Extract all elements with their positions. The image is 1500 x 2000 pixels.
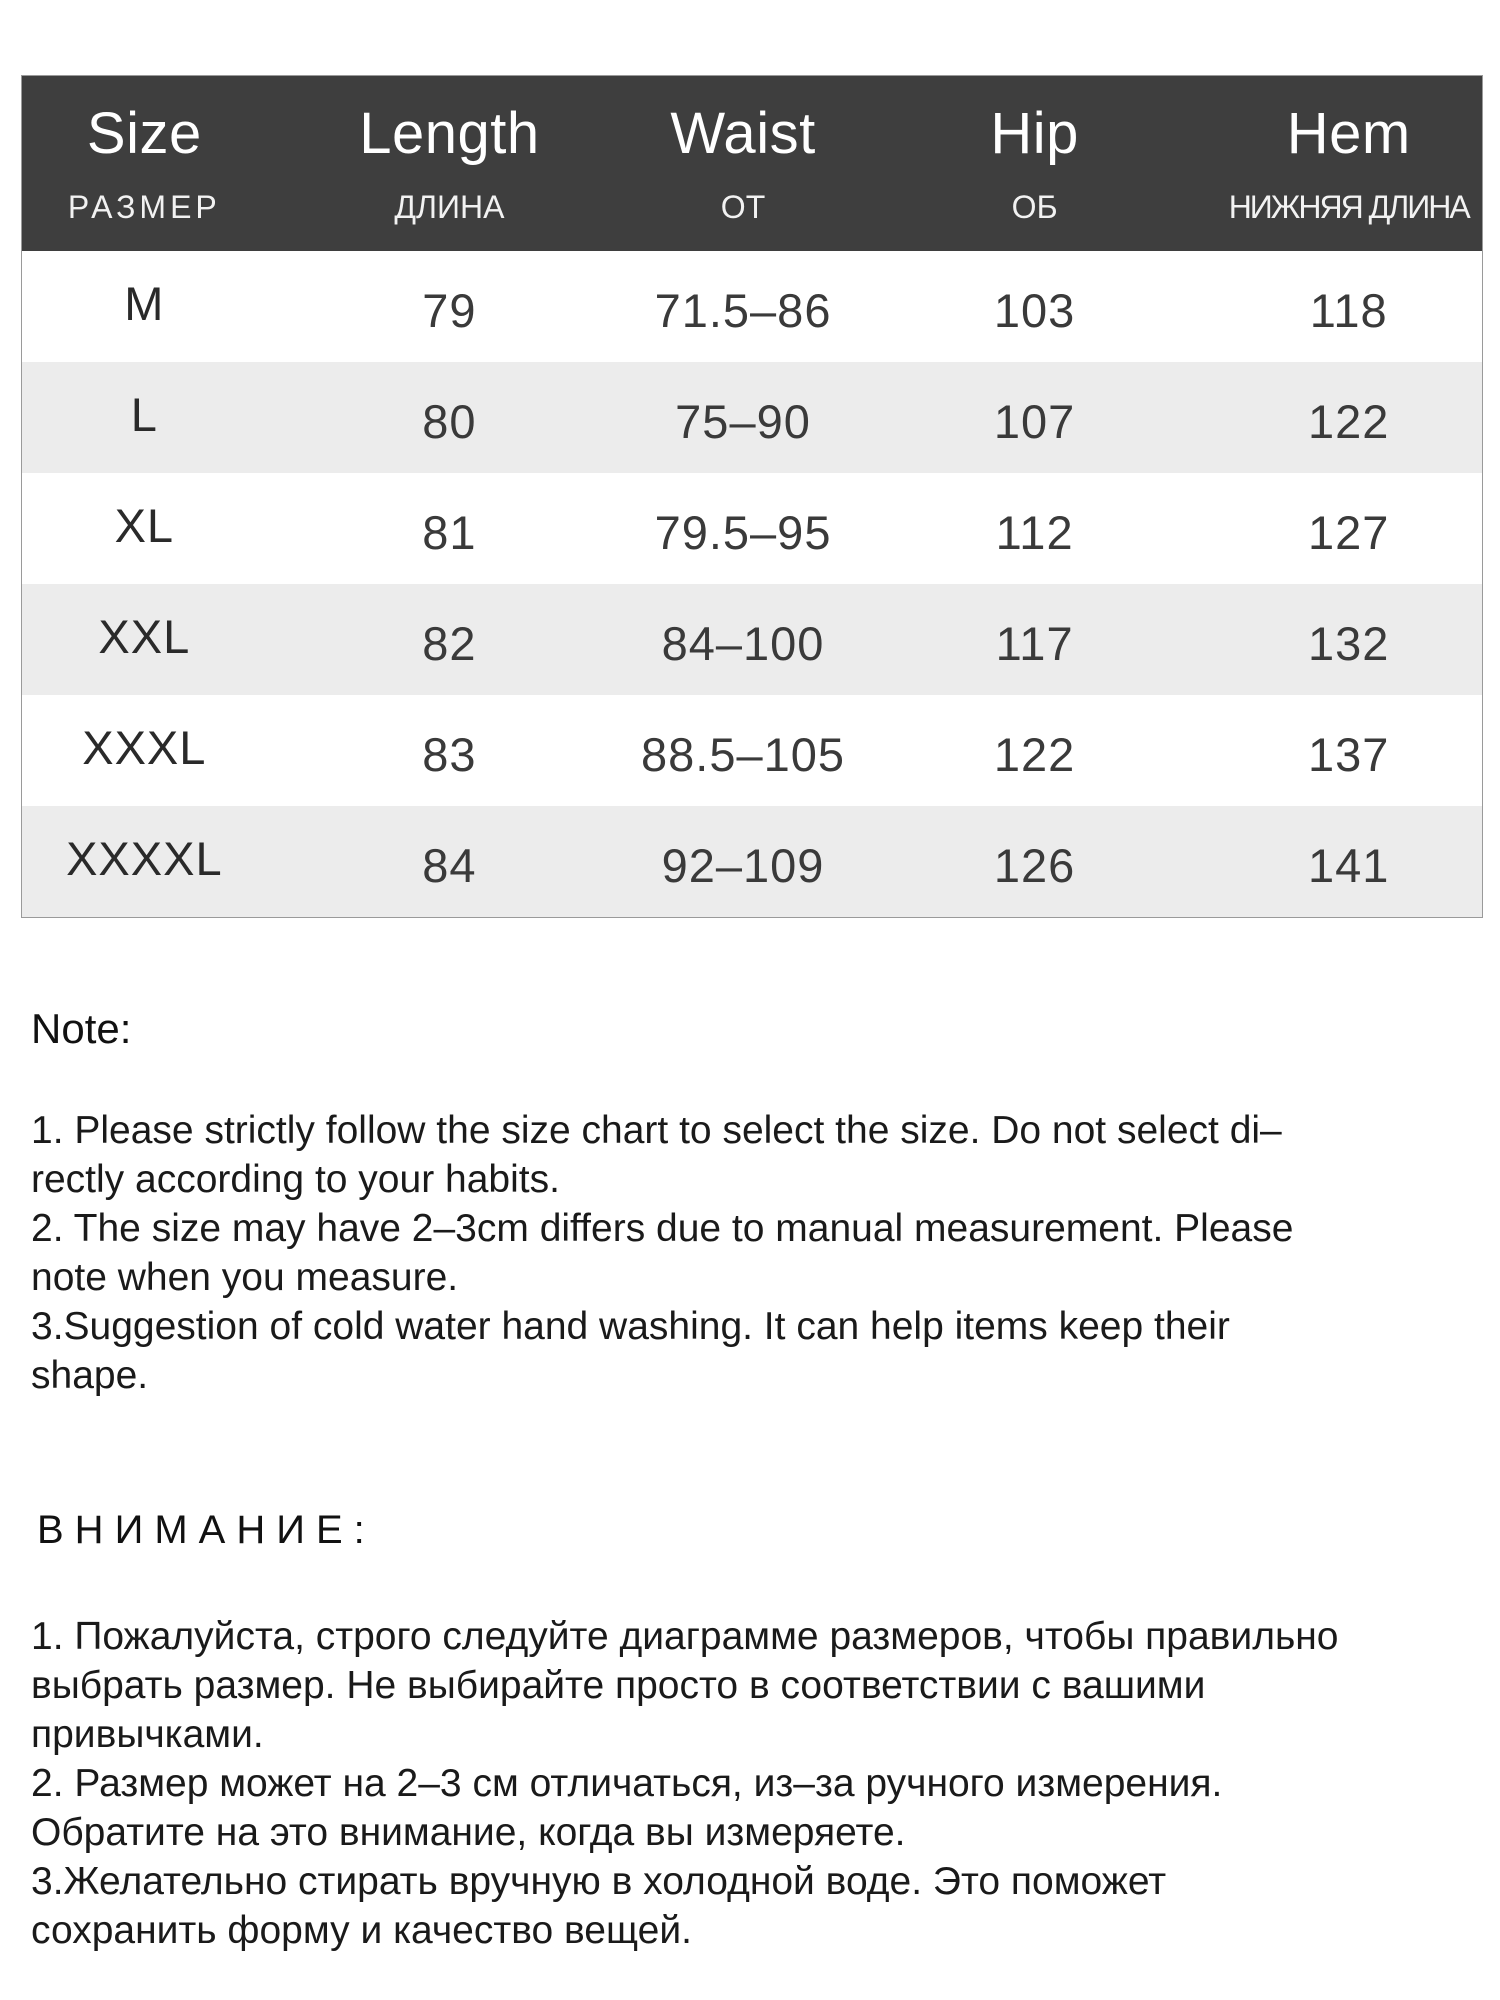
note-title-en: Note:	[31, 1005, 132, 1052]
note-line: 3.Желательно стирать вручную в холодной воде. Это поможет	[31, 1860, 1167, 1903]
header-length	[267, 76, 633, 251]
table-header	[22, 76, 1482, 251]
note-title-ru: ВНИМАНИЕ:	[37, 1508, 376, 1552]
header-waist-sublabel: ОТ	[720, 188, 766, 225]
header-hip-label: Hip	[990, 100, 1079, 166]
waist-cell: 92–109	[661, 839, 825, 892]
header-waist-label: Waist	[670, 100, 816, 166]
table-row	[22, 473, 1482, 584]
header-hip-sublabel: ОБ	[1011, 188, 1058, 225]
length-cell: 80	[422, 395, 477, 448]
length-cell: 82	[422, 617, 477, 670]
size-cell: L	[130, 388, 158, 441]
note-line: 2. Размер может на 2–3 см отличаться, из–за ручного измерения.	[31, 1762, 1223, 1805]
length-cell: 79	[422, 284, 477, 337]
table-row	[22, 251, 1482, 362]
header-size-label: Size	[86, 100, 202, 166]
table-row	[22, 806, 1482, 917]
note-line: rectly according to your habits.	[31, 1158, 560, 1201]
hip-cell: 103	[993, 284, 1076, 337]
length-cell: 83	[422, 728, 477, 781]
hem-cell: 127	[1307, 506, 1390, 559]
header-waist	[632, 76, 854, 251]
hem-cell: 141	[1307, 839, 1390, 892]
table-row	[22, 695, 1482, 806]
notes-section	[31, 1005, 1471, 1955]
note-line: note when you measure.	[31, 1256, 459, 1299]
note-line: выбрать размер. Не выбирайте просто в соответствии с вашими	[31, 1664, 1206, 1707]
table-row	[22, 584, 1482, 695]
hem-cell: 122	[1307, 395, 1390, 448]
hip-cell: 117	[995, 617, 1074, 670]
size-cell: M	[124, 277, 165, 330]
hip-cell: 126	[993, 839, 1076, 892]
note-line: привычками.	[31, 1713, 264, 1756]
hem-cell: 132	[1307, 617, 1390, 670]
length-cell: 84	[422, 839, 477, 892]
header-length-label: Length	[359, 100, 540, 166]
header-hem-sublabel: НИЖНЯЯ ДЛИНА	[1228, 188, 1469, 225]
hip-cell: 107	[993, 395, 1076, 448]
waist-cell: 71.5–86	[654, 284, 832, 337]
note-line: Обратите на это внимание, когда вы измеряете.	[31, 1811, 906, 1854]
note-line: 1. Пожалуйста, строго следуйте диаграмме размеров, чтобы правильно	[31, 1615, 1339, 1658]
header-hem-label: Hem	[1286, 100, 1411, 166]
note-line: 1. Please strictly follow the size chart to select the size. Do not select di–	[31, 1109, 1282, 1152]
hip-cell: 122	[993, 728, 1076, 781]
note-line: shape.	[31, 1354, 149, 1397]
note-line: сохранить форму и качество вещей.	[31, 1909, 692, 1952]
size-cell: XL	[114, 499, 175, 552]
size-cell: XXL	[98, 610, 191, 663]
waist-cell: 88.5–105	[641, 728, 846, 781]
size-chart-table	[21, 75, 1483, 918]
length-cell: 81	[422, 506, 477, 559]
note-line: 2. The size may have 2–3cm differs due to manual measurement. Please	[31, 1207, 1294, 1250]
size-cell: XXXXL	[66, 832, 223, 885]
header-hip	[854, 76, 1216, 251]
hem-cell: 137	[1307, 728, 1390, 781]
waist-cell: 79.5–95	[654, 506, 832, 559]
hem-cell: 118	[1309, 284, 1388, 337]
header-hem	[1215, 76, 1482, 251]
waist-cell: 84–100	[661, 617, 825, 670]
size-cell: XXXL	[82, 721, 207, 774]
waist-cell: 75–90	[675, 395, 811, 448]
header-size-sublabel: РАЗМЕР	[67, 188, 221, 225]
table-row	[22, 362, 1482, 473]
note-body-en	[31, 1106, 1471, 1400]
note-body-ru	[31, 1612, 1471, 1955]
header-length-sublabel: ДЛИНА	[394, 188, 505, 225]
header-size	[22, 76, 267, 251]
note-line: 3.Suggestion of cold water hand washing. It can help items keep their	[31, 1305, 1230, 1348]
hip-cell: 112	[995, 506, 1074, 559]
